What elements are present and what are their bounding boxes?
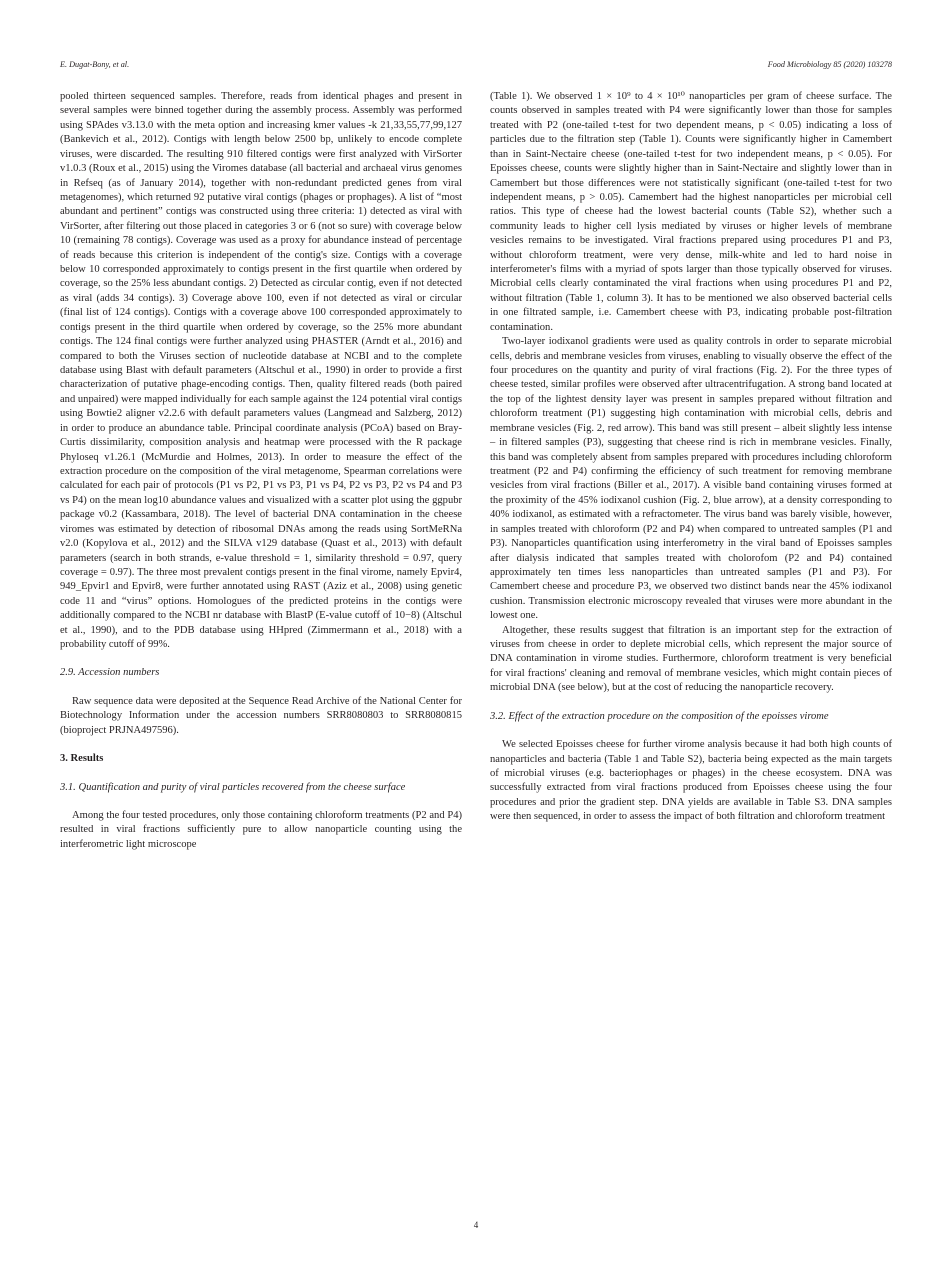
left-column [60,90,462,852]
heading-effect-extraction: 3.2. Effect of the extraction procedure on the composition of the epoisses virome [490,710,829,722]
paragraph-methods-assembly: pooled thirteen sequenced samples. Therefore, reads from identical phages and present in several samples were binned together during the assembly process. Assembly was performed using SPAdes v3.13.0 with the meta option and increasing kmer values -k 21,33,55,77,99,127 (Bankevich et al., 2012). Contigs with length below 2500 bp, unlikely to encode complete viruses, were discarded. The resulting 910 filtered contigs were first analyzed with VirSorter v1.0.3 (Roux et al., 2015) using the Viromes database (all bacterial and archaeal virus genomes in Refseq (as of January 2014), together with non-redundant predicted genes from viral metagenomes), which returned 92 putative viral contigs (phages or prophages). A list of “most abundant and pertinent” contigs was constructed using three criteria: 1) detected as viral with VirSorter, after filtering out those placed in categories 3 or 6 (not so sure) with coverage below 10 (remaining 78 contigs). Coverage was used as a proxy for abundance instead of percentage of reads because this criterion is independent of the contig's size. Contigs with a coverage below 10 corresponded approximately to contigs present in the first quartile when ordered by coverage, so the 25% less abundant contigs. 2) Detected as circular contig, even if not detected as viral (adds 34 contigs). 3) Coverage above 100, even if not detected as viral or circular (final list of 124 contigs). Contigs with a coverage above 100 corresponded approximately to contigs present in the third quartile when ordered by coverage, so the 25% more abundant contigs. The 124 final contigs were further analyzed using PHASTER (Arndt et al., 2016) and compared to both the Viruses section of nucleotide database at NCBI and to the complete database using Blast with default parameters (Altschul et al., 1990) in order to provide a first characterization of putative phage-encoding contigs. Then, quality filtered reads (both paired and unpaired) were mapped individually for each sample against the 124 potential viral contigs using Bowtie2 aligner v2.2.6 with default parameters values (Langmead and Salzberg, 2012) in order to produce an abundance table. Principal coordinate analysis (PCoA) based on Bray-Curtis dissimilarity, composition analysis and heatmap were processed with the R package Phyloseq v1.26.1 (McMurdie and Holmes, 2013). In order to measure the effect of the extraction procedure on the composition of the viral metagenome, Spearman correlations were calculated for each pair of protocols (P1 vs P2, P1 vs P3, P1 vs P4, P2 vs P3, P2 vs P4 and P3 vs P4) on the mean log10 abundance values and visualized with a scatter plot using the ggpubr package v0.2 (Kassambara, 2018). The level of bacterial DNA contamination in the cheese viromes was estimated by detection of ribosomal DNAs among the reads using SortMeRNa v2.0 (Kopylova et al., 2012) and the SILVA v129 database (Quast et al., 2013) with default parameters (search in both strands, e-value threshold = 1, similarity threshold = 0.97, query coverage = 0.97). The three most prevalent contigs present in the final virome, namely Epvir4, 949_Epvir1 and Epvir8, were further annotated using RAST (Aziz et al., 2008) using genetic code 11 and “virus” options. Homologues of the predicted proteins in the contigs were additionally compared to the NCBI nr database with BlastP (E-value cutoff of 10−8) (Altschul et al., 1990), and to the PDB database using HHpred (Zimmermann et al., 2018) with a probability cutoff of 99%. [60,91,462,651]
paragraph-nanoparticle-counts: (Table 1). We observed 1 × 10⁹ to 4 × 10¹⁰ nanoparticles per gram of cheese surface. The counts observed in samples treated with P4 were significantly lower than those for samples treated with P2 (one-tailed t-test for two dependent means, p < 0.05) indicating a loss of particles due to the filtration step (Table 1). Counts were significantly higher in Camembert than in Saint-Nectaire cheese (one-tailed t-test for two independent means, p < 0.05). For Epoisses cheese, counts were slightly higher than in Saint-Nectaire and slightly lower than in Camembert but those differences were not statistically significant (one-tailed t-test for two independent means, p > 0.05). Camembert had the highest nanoparticles per microbial cell ratios. This type of cheese had the lowest bacterial counts (Table S2), whether such a community leads to higher cell lysis mediated by viruses or higher levels of membrane vesicles remains to be investigated. Viral fractions prepared using procedures P1 and P3, without chloroform treatment, were very dense, milk-white and led to hard noise in interferometer's films with a myriad of spots larger than those typically observed for viruses. Microbial cells clearly contaminated the viral fractions when using procedures P1 and P2, without filtration (Table 1, column 3). It has to be mentioned we also observed bacterial cells in one filtrated sample, i.e. Camembert cheese with P3, indicating probable post-filtration contamination. [490,91,892,333]
running-head-journal: Food Microbiology 85 (2020) 103278 [767,60,892,69]
paragraph-iodixanol-gradients: Two-layer iodixanol gradients were used as quality controls in order to separate microbial cells, debris and membrane vesicles from viruses, enabling to visually observe the effect of the four procedures on the quantity and purity of viral fractions (Fig. 2). For the three types of cheese tested, similar profiles were observed after ultracentrifugation. A strong band located at the top of the lightest density layer was present in samples prepared without filtration and chloroform treatment (P1) suggesting high contamination with microbial cells, debris and membrane vesicles (Fig. 2, red arrow). This band was still present – albeit slightly less intense – in filtered samples (P3), suggesting that cheese rind is rich in membrane vesicles. Finally, this band was completely absent from samples prepared with procedures including chloroform treatment (P2 and P4) confirming the efficiency of such treatment for removing membrane vesicles from viral fractions (Biller et al., 2017). A visible band containing viruses formed at the proximity of the 45% iodixanol cushion (Fig. 2, blue arrow), at a density corresponding to 40% iodixanol, as estimated with a refractometer. The virus band was barely visible, however, in samples treated with chloroform (P2 and P4) when compared to untreated samples (P1 and P3). Nanoparticles quantification using interferometry in the viral band of Epoisses samples after dialysis indicated that samples treated with cholorofom (P2 and P4) contained approximately ten times less nanoparticles than untreated samples (P1 and P3). For Camembert cheese and procedure P3, we observed two distinct bands near the 45% iodixanol cushion. Transmission electronic microscopy revealed that viruses were more abundant in the lowest one. [490,336,892,622]
paragraph-accession-numbers: Raw sequence data were deposited at the Sequence Read Archive of the National Center for Biotechnology Information under the accession numbers SRR8080803 to SRR8080815 (bioproject PRJNA497596). [60,695,462,736]
right-column [490,90,892,825]
heading-results: 3. Results [60,753,104,765]
paragraph-quantification-start: Among the four tested procedures, only those containing chloroform treatments (P2 and P4) resulted in viral fractions sufficiently pure to allow nanoparticle counting using the interferometric light microscope [60,809,462,850]
running-head [60,60,892,74]
running-head-authors: E. Dugat-Bony, et al. [60,60,130,69]
heading-accession-numbers: 2.9. Accession numbers [60,667,160,679]
heading-quantification: 3.1. Quantification and purity of viral particles recovered from the cheese surface [60,781,406,793]
page-number: 4 [473,1220,479,1230]
paragraph-epoisses-selection: We selected Epoisses cheese for further virome analysis because it had both high counts of nanoparticles and bacteria (Table 1 and Table S2), bacteria being expected as the main targets of microbial viruses (e.g. bacteriophages or phages) in the cheese ecosystem. DNA was successfully extracted from viral fractions produced from Epoisses cheese using the four procedures and prior the gradient step. DNA yields are available in Table S3. DNA samples were then sequenced, in order to assess the impact of both filtration and chloroform treatment [490,739,892,823]
paragraph-conclusion-filtration: Altogether, these results suggest that filtration is an important step for the extraction of viruses from cheese in order to deplete microbial cells, which represent the major source of DNA contamination in virome studies. Furthermore, chloroform treatment is very beneficial for viral fractions' cleaning and removal of membrane vesicles, which might contain pieces of microbial DNA (see below), but at the cost of reducing the nanoparticle recovery. [490,624,892,694]
